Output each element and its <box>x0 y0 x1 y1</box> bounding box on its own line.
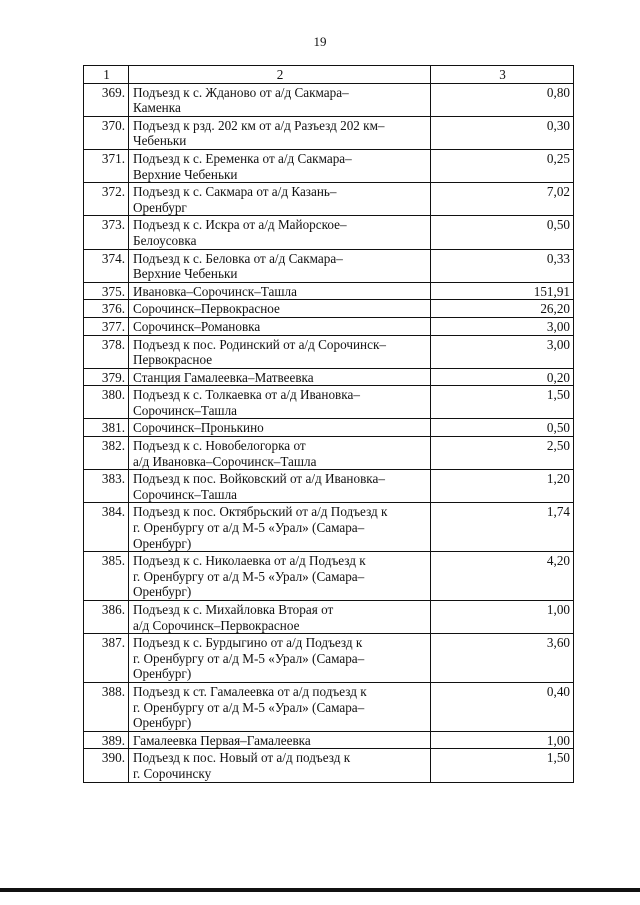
road-length: 4,20 <box>431 552 574 601</box>
road-length: 7,02 <box>431 183 574 216</box>
table-header-row <box>84 66 574 84</box>
road-length: 0,50 <box>431 216 574 249</box>
road-name-line: Чебеньки <box>133 133 187 149</box>
road-name-line: Сорочинск–Ташла <box>133 486 238 502</box>
table-row <box>84 83 574 116</box>
road-name <box>129 183 431 216</box>
road-name-line: Станция Гамалеевка–Матвеевка <box>133 369 314 385</box>
row-number: 383. <box>84 470 129 503</box>
table-row <box>84 749 574 782</box>
table-row <box>84 282 574 300</box>
road-name-line: Оренбург) <box>133 584 192 600</box>
row-number: 385. <box>84 552 129 601</box>
road-name <box>129 731 431 749</box>
table-row <box>84 503 574 552</box>
road-length: 1,74 <box>431 503 574 552</box>
table-row <box>84 419 574 437</box>
header-cell-name: 2 <box>129 66 431 84</box>
road-name-line: Каменка <box>133 100 181 116</box>
road-length: 0,40 <box>431 682 574 731</box>
road-name <box>129 601 431 634</box>
road-name-line: г. Оренбургу от а/д М-5 «Урал» (Самара– <box>133 568 365 584</box>
road-length: 1,50 <box>431 386 574 419</box>
table-row <box>84 249 574 282</box>
road-length: 3,60 <box>431 634 574 683</box>
road-name <box>129 437 431 470</box>
row-number: 381. <box>84 419 129 437</box>
row-number: 373. <box>84 216 129 249</box>
road-length: 2,50 <box>431 437 574 470</box>
road-name-line: Верхние Чебеньки <box>133 166 238 182</box>
road-name-line: г. Оренбургу от а/д М-5 «Урал» (Самара– <box>133 520 365 536</box>
bottom-rule <box>0 888 640 892</box>
road-name-line: а/д Сорочинск–Первокрасное <box>133 617 300 633</box>
table-row <box>84 149 574 182</box>
row-number: 371. <box>84 149 129 182</box>
row-number: 378. <box>84 335 129 368</box>
road-name-line: Подъезд к с. Беловка от а/д Сакмара– <box>133 250 343 266</box>
road-name <box>129 419 431 437</box>
row-number: 375. <box>84 282 129 300</box>
row-number: 370. <box>84 116 129 149</box>
row-number: 389. <box>84 731 129 749</box>
table-row <box>84 470 574 503</box>
road-name-line: Подъезд к с. Михайловка Вторая от <box>133 602 334 617</box>
road-length: 3,00 <box>431 335 574 368</box>
table-row <box>84 682 574 731</box>
road-name <box>129 368 431 386</box>
row-number: 390. <box>84 749 129 782</box>
road-name-line: г. Оренбургу от а/д М-5 «Урал» (Самара– <box>133 699 365 715</box>
road-name-line: Первокрасное <box>133 352 213 368</box>
road-length: 1,20 <box>431 470 574 503</box>
road-name-line: Подъезд к с. Искра от а/д Майорское– <box>133 217 347 233</box>
road-name-line: Гамалеевка Первая–Гамалеевка <box>133 732 311 748</box>
table-row <box>84 601 574 634</box>
road-name <box>129 682 431 731</box>
road-name-line: Белоусовка <box>133 232 197 248</box>
table-row <box>84 437 574 470</box>
road-name <box>129 300 431 318</box>
table-body <box>84 66 574 783</box>
road-length: 1,50 <box>431 749 574 782</box>
row-number: 379. <box>84 368 129 386</box>
road-name <box>129 470 431 503</box>
road-name-line: Подъезд к ст. Гамалеевка от а/д подъезд к <box>133 683 367 699</box>
road-name-line: Подъезд к с. Жданово от а/д Сакмара– <box>133 84 349 100</box>
table-row <box>84 335 574 368</box>
road-name-line: Подъезд к пос. Родинский от а/д Сорочинск– <box>133 336 386 352</box>
table-row <box>84 368 574 386</box>
header-cell-length: 3 <box>431 66 574 84</box>
road-name-line: Оренбург) <box>133 666 192 682</box>
table-row <box>84 634 574 683</box>
row-number: 386. <box>84 601 129 634</box>
road-length: 3,00 <box>431 317 574 335</box>
table-row <box>84 731 574 749</box>
header-cell-number: 1 <box>84 66 129 84</box>
road-name <box>129 634 431 683</box>
road-name <box>129 149 431 182</box>
road-name <box>129 282 431 300</box>
road-name <box>129 335 431 368</box>
road-length: 26,20 <box>431 300 574 318</box>
road-name-line: Подъезд к пос. Новый от а/д подъезд к <box>133 750 351 766</box>
road-name-line: Оренбург) <box>133 535 192 551</box>
row-number: 372. <box>84 183 129 216</box>
road-name-line: Подъезд к пос. Октябрьский от а/д Подъезд к <box>133 504 388 520</box>
roads-table <box>83 65 574 783</box>
road-name <box>129 749 431 782</box>
table-row <box>84 183 574 216</box>
table-row <box>84 216 574 249</box>
road-name <box>129 249 431 282</box>
road-name-line: Подъезд к пос. Войковский от а/д Ивановка– <box>133 471 385 487</box>
road-name-line: Сорочинск–Ташла <box>133 402 238 418</box>
road-name-line: Верхние Чебеньки <box>133 266 238 282</box>
road-name-line: Подъезд к с. Бурдыгино от а/д Подъезд к <box>133 635 363 651</box>
road-name-line: Подъезд к с. Николаевка от а/д Подъезд к <box>133 553 366 569</box>
road-name-line: Подъезд к с. Еременка от а/д Сакмара– <box>133 150 352 166</box>
table-row <box>84 116 574 149</box>
road-name-line: Оренбург) <box>133 715 192 731</box>
road-name-line: г. Сорочинску <box>133 765 212 781</box>
row-number: 384. <box>84 503 129 552</box>
row-number: 382. <box>84 437 129 470</box>
table-row <box>84 317 574 335</box>
road-name <box>129 216 431 249</box>
road-name-line: Оренбург <box>133 199 187 215</box>
road-name-line: Подъезд к с. Сакмара от а/д Казань– <box>133 184 337 200</box>
road-length: 1,00 <box>431 601 574 634</box>
row-number: 369. <box>84 83 129 116</box>
row-number: 376. <box>84 300 129 318</box>
road-name <box>129 552 431 601</box>
road-name-line: Подъезд к рзд. 202 км от а/д Разъезд 202 км– <box>133 117 385 133</box>
table-row <box>84 552 574 601</box>
road-name-line: Сорочинск–Пронькино <box>133 420 264 436</box>
road-name-line: г. Оренбургу от а/д М-5 «Урал» (Самара– <box>133 650 365 666</box>
row-number: 387. <box>84 634 129 683</box>
road-length: 1,00 <box>431 731 574 749</box>
road-name-line: Сорочинск–Романовка <box>133 318 261 334</box>
road-name <box>129 317 431 335</box>
road-name-line: Подъезд к с. Толкаевка от а/д Ивановка– <box>133 387 360 403</box>
row-number: 380. <box>84 386 129 419</box>
road-name-line: Ивановка–Сорочинск–Ташла <box>133 283 297 299</box>
road-name-line: Подъезд к с. Новобелогорка от <box>133 438 306 454</box>
page-number: 19 <box>313 34 327 49</box>
road-name <box>129 503 431 552</box>
road-length: 0,30 <box>431 116 574 149</box>
road-name-line: а/д Ивановка–Сорочинск–Ташла <box>133 453 317 469</box>
row-number: 377. <box>84 317 129 335</box>
road-length: 0,50 <box>431 419 574 437</box>
road-name <box>129 83 431 116</box>
road-name <box>129 386 431 419</box>
road-length: 0,20 <box>431 368 574 386</box>
row-number: 374. <box>84 249 129 282</box>
row-number: 388. <box>84 682 129 731</box>
road-length: 0,33 <box>431 249 574 282</box>
road-length: 0,25 <box>431 149 574 182</box>
road-name <box>129 116 431 149</box>
road-length: 0,80 <box>431 83 574 116</box>
table-row <box>84 300 574 318</box>
table-row <box>84 386 574 419</box>
road-name-line: Сорочинск–Первокрасное <box>133 301 280 317</box>
road-length: 151,91 <box>431 282 574 300</box>
